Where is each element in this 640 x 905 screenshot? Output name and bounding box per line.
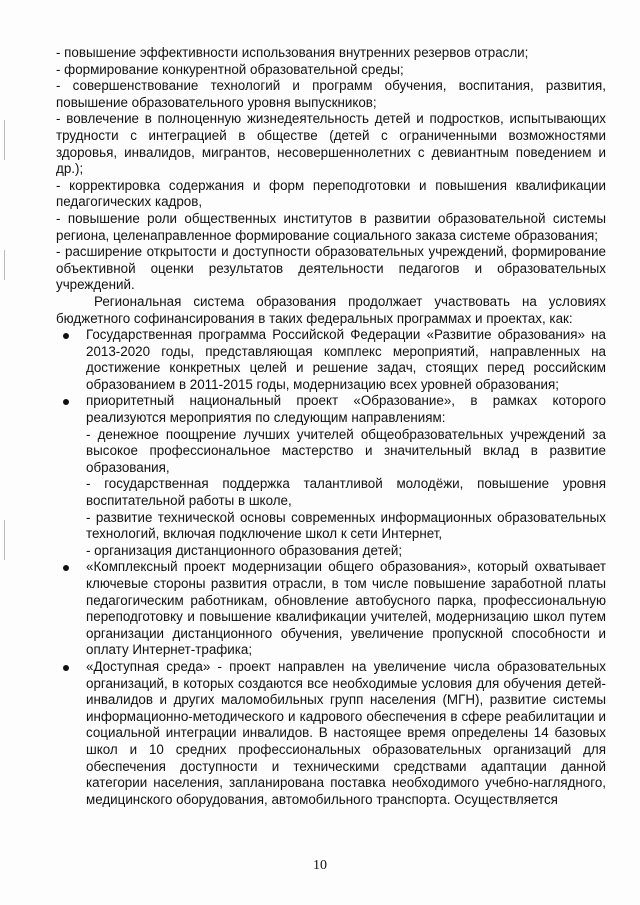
program-item [56,393,606,559]
intro-item: - расширение открытости и доступности образовательных учреждений, формирование объективной оценки результатов деятельности педагогов и образовательных учреждений. [56,244,606,293]
program-item [56,327,606,393]
regional-paragraph: Региональная система образования продолжает участвовать на условиях бюджетного софинансирования в таких федеральных программах и проектах, как: [56,293,606,326]
intro-item: - совершенствование технологий и программ обучения, воспитания, развития, повышение образовательного уровня выпускников; [56,78,606,110]
program-text: «Комплексный проект модернизации общего образования», который охватывает ключевые стороны развития отрасли, в том числе повышение заработной платы педагогическим работникам, обновление автобусного парка, профессиональную переподготовку и повышение квалификации учителей, модернизацию школ путем организации дистанционного обучения, увеличение пропускной способности и оплату Интернет-трафика; [86,559,606,658]
program-subitem: - денежное поощрение лучших учителей общеобразовательных учреждений за высокое профессиональное мастерство и значительный вклад в развитие образования, [86,426,606,475]
intro-item: - вовлечение в полноценную жизнедеятельность детей и подростков, испытывающих трудности с интеграцией в обществе (детей с ограниченными возможностями здоровья, инвалидов, мигрантов, несовершеннолетних с девиантным поведением и др.); [56,111,606,177]
intro-item: - формирование конкурентной образовательной среды; [56,61,404,77]
program-subitem: - организация дистанционного образования детей; [86,542,403,558]
document-page [56,45,606,808]
program-text: приоритетный национальный проект «Образование», в рамках которого реализуются мероприятия по следующим направлениям: [86,393,606,426]
intro-item: - повышение эффективности использования внутренних резервов отрасли; [56,45,529,60]
program-subitem: - развитие технической основы современных информационных образовательных технологий, включая подключение школ к сети Интернет, [86,509,606,542]
program-subitem: - государственная поддержка талантливой молодёжи, повышение уровня воспитательной работы в школе, [86,476,606,509]
intro-item: - повышение роли общественных институтов в развитии образовательной системы региона, целенаправленное формирование социального заказа системе образования; [56,210,606,243]
intro-item: - корректировка содержания и форм переподготовки и повышения квалификации педагогических кадров, [56,177,606,210]
program-item [56,659,606,808]
scan-edge-line [4,250,5,280]
page-number: 10 [313,858,327,873]
program-text: Государственная программа Российской Федерации «Развитие образования» на 2013-2020 годы, представляющая комплекс мероприятий, направленных на достижение конкретных целей и решение задач, стоящих перед российским образованием в 2011-2015 годы, модернизацию всех уровней образования; [86,327,606,392]
program-item [56,559,606,659]
programs-list [56,327,606,808]
scan-edge-line [4,120,5,160]
scan-edge-line [4,520,5,560]
program-text: «Доступная среда» - проект направлен на увеличение числа образовательных организаций, в которых создаются все необходимые условия для обучения детей-инвалидов и других маломобильных групп населения (МГН), развитие системы информационно-методического и кадрового обеспечения в сфере реабилитации и социальной интеграции инвалидов. В настоящее время определены 14 базовых школ и 10 средних профессиональных образовательных организаций для обеспечения доступности и техническими средствами адаптации данной категории населения, запланирована поставка необходимого учебно-наглядного, медицинского оборудования, автомобильного транспорта. Осуществляется [86,658,606,807]
